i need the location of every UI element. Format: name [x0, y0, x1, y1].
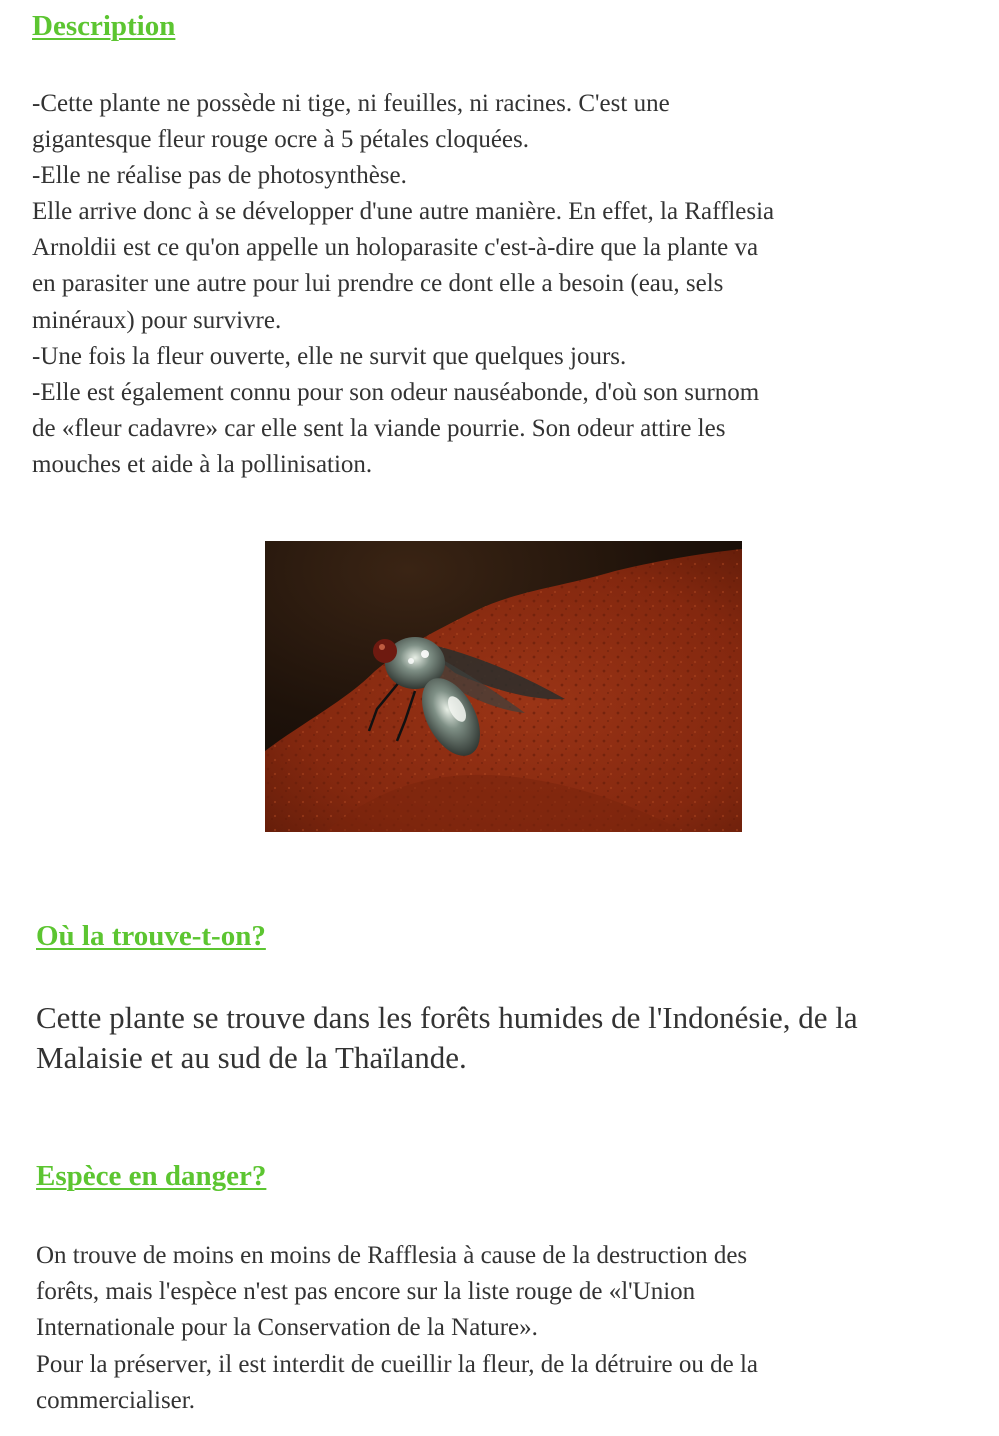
where-paragraph [36, 998, 858, 1078]
description-line: Arnoldii est ce qu'on appelle un holoparasite c'est-à-dire que la plante va [32, 234, 759, 262]
where-heading: Où la trouve-t-on? [36, 920, 266, 952]
where-line: Cette plante se trouve dans les forêts humides de l'Indonésie, de la [36, 1000, 858, 1035]
description-line: -Une fois la fleur ouverte, elle ne survit que quelques jours. [32, 342, 627, 370]
description-line: -Elle ne réalise pas de photosynthèse. [32, 162, 407, 190]
description-paragraph [32, 86, 774, 483]
description-line: -Elle est également connu pour son odeur nauséabonde, d'où son surnom [32, 378, 760, 406]
description-line: minéraux) pour survivre. [32, 306, 282, 334]
description-heading: Description [32, 10, 176, 42]
fly-on-flower-photo [265, 541, 742, 832]
description-line: de «fleur cadavre» car elle sent la viande pourrie. Son odeur attire les [32, 414, 726, 442]
description-line: gigantesque fleur rouge ocre à 5 pétales cloquées. [32, 126, 530, 154]
danger-line: On trouve de moins en moins de Rafflesia à cause de la destruction des [36, 1242, 748, 1269]
danger-line: forêts, mais l'espèce n'est pas encore sur la liste rouge de «l'Union [36, 1278, 696, 1306]
danger-paragraph [36, 1238, 758, 1419]
where-line: Malaisie et au sud de la Thaïlande. [36, 1040, 467, 1075]
danger-line: commercialiser. [36, 1386, 195, 1414]
description-line: mouches et aide à la pollinisation. [32, 450, 373, 478]
description-line: Elle arrive donc à se développer d'une autre manière. En effet, la Rafflesia [32, 198, 775, 226]
description-line: -Cette plante ne possède ni tige, ni feuilles, ni racines. C'est une [32, 90, 670, 117]
description-line: en parasiter une autre pour lui prendre ce dont elle a besoin (eau, sels [32, 270, 724, 298]
danger-line: Pour la préserver, il est interdit de cueillir la fleur, de la détruire ou de la [36, 1350, 759, 1378]
fly-on-flower-illustration [265, 541, 742, 832]
danger-line: Internationale pour la Conservation de la Nature». [36, 1314, 538, 1342]
danger-heading: Espèce en danger? [36, 1160, 267, 1192]
